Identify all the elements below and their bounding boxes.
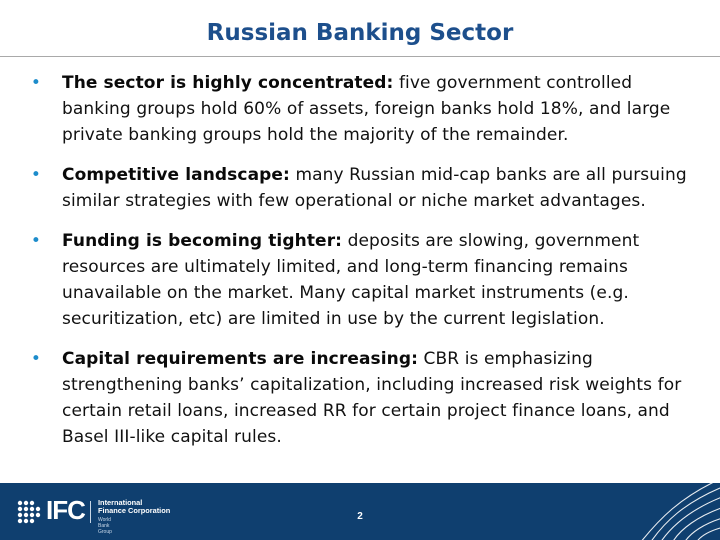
decorative-swoosh [620,483,720,540]
globe-icon [16,499,44,525]
bullet-item [28,346,704,450]
org-name [98,499,208,515]
slide-title: Russian Banking Sector [206,20,514,46]
bullet-lead: Capital requirements are increasing: [62,349,419,369]
slide-header [0,0,720,62]
bullet-list [28,70,704,464]
bullet-marker: • [30,349,42,369]
group-name: World Bank Group [98,517,112,535]
bullet-item [28,70,704,148]
bullet-lead: The sector is highly concentrated: [62,73,394,93]
bullet-text: five government controlled banking groups hold 60% of assets, foreign banks hold 18%, and large private banking groups hold the majority of the remainder. [62,73,671,145]
bullet-text: deposits are slowing, government resources are ultimately limited, and long-term financing remains unavailable on the market. Many capital market instruments (e.g. securitization, etc) are limited in use by the current legislation. [62,231,640,329]
org-line-2: Finance Corporation [98,506,171,516]
bullet-lead: Funding is becoming tighter: [62,231,343,251]
slide-footer [0,483,720,540]
bullet-text: CBR is emphasizing strengthening banks’ capitalization, including increased risk weights for certain retail loans, increased RR for certain project finance loans, and Basel III-like capital rules. [62,349,682,447]
bullet-marker: • [30,165,42,185]
org-line-1: International [98,498,143,507]
title-divider [0,56,720,57]
bullet-text: many Russian mid-cap banks are all pursuing similar strategies with few operational or niche market advantages. [62,165,687,211]
bullet-marker: • [30,231,42,251]
logo-divider [90,501,91,523]
page-number: 2 [357,511,363,522]
bullet-item [28,228,704,332]
bullet-lead: Competitive landscape: [62,165,290,185]
logo-wordmark: IFC [46,495,85,525]
bullet-marker: • [30,73,42,93]
bullet-item [28,162,704,214]
